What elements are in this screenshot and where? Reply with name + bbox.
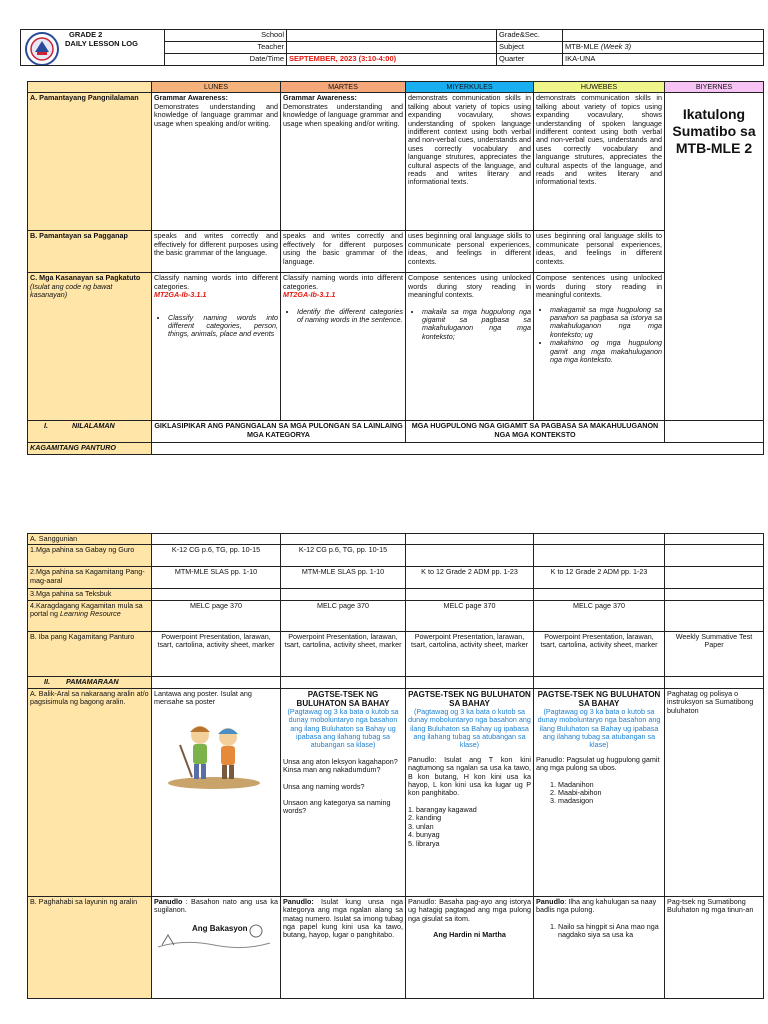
r4-martes: MELC page 370 [281, 600, 406, 631]
rb-miyerkules [406, 896, 534, 998]
row-label-kasanayan [28, 273, 152, 421]
cell-c-huwebes [534, 273, 665, 421]
panudlo-text [408, 756, 531, 798]
checking-title: PAGTSE-TSEK NG BULUHATON SA BAHAY [537, 689, 661, 708]
kasanayan-label: C. Mga Kasanayan sa Pagkatuto [30, 273, 141, 283]
quarter-value: IKA-UNA [563, 54, 764, 66]
panudlo-text [536, 898, 662, 915]
school-value [287, 30, 497, 42]
r1-martes: K-12 CG p.6, TG, pp. 10-15 [281, 545, 406, 567]
gradesec-value [563, 30, 764, 42]
question: Unsa ang naming words? [283, 781, 365, 791]
cell-c-martes [281, 273, 406, 421]
panudlo-body: Isulat ang T kon kini nagtumong sa ngalan sa usa ka tawo, B kon butang, H kon kini usa ka hayop, L kon kini usa ka lugar ug P kon panghitabo. [408, 754, 531, 798]
r2-huwebes: K to 12 Grade 2 ADM pp. 1-23 [534, 567, 665, 589]
empty-cell [406, 545, 534, 567]
competency-code: MT2GA-Ib-3.1.1 [154, 290, 207, 300]
row-label-pamantayan-sa-pagganap: B. Pamantayan sa Pagganap [28, 231, 152, 273]
list-item: 2. kanding [408, 813, 442, 823]
row-label-karagdagang-kagamitan [28, 600, 152, 631]
subject-value: MTB-MLE [565, 42, 599, 51]
cell-a-martes [281, 93, 406, 231]
row-label-kagamitang-pang-mag-aaral: 2.Mga pahina sa Kagamitang Pang-mag-aaral [28, 567, 152, 589]
row-label-balik-aral: A. Balik-Aral sa nakaraang aralin at/o pagsisimula ng bagong aralin. [28, 688, 152, 896]
question: Unsaon ang kategorya sa naming words? [283, 798, 391, 816]
checking-title: PAGTSE-TSEK NG BULUHATON SA BAHAY [296, 689, 390, 708]
empty-cell [665, 600, 764, 631]
checking-title: PAGTSE-TSEK NG BULUHATON SA BAHAY [408, 689, 531, 708]
day-header-miyerkules: MIYERKULES [406, 82, 534, 93]
nilalaman-label: NILALAMAN [72, 421, 115, 431]
cell-b-martes: speaks and writes correctly and effectively for different purposes using the basic grammar of the language. [281, 231, 406, 273]
panudlo-label: Panudlo: [283, 896, 314, 906]
quarter-label: Quarter [497, 54, 563, 66]
empty-cell [406, 589, 534, 600]
cell-text: Compose sentences using unlocked words during story reading in meaningful contexts. [536, 273, 662, 300]
rb-martes [281, 896, 406, 998]
list-item: 1. Madanihon [558, 781, 662, 789]
r2-miyerkules: K to 12 Grade 2 ADM pp. 1-23 [406, 567, 534, 589]
empty-cell [665, 567, 764, 589]
panudlo-label: Panudlo [154, 896, 183, 906]
row-label-pamantayang-pangnilalaman: A. Pamantayang Pangnilalaman [28, 93, 152, 231]
cell-text: Compose sentences using unlocked words during story reading in meaningful contexts. [408, 273, 531, 300]
subject-cell [563, 42, 764, 54]
panudlo-body: Isulat kung unsa nga kategorya ang mga ngalan alang sa matag numero. Isulat sa imong tubag nga papel kung kini usa ka tawo, butang, hayop, lugar o panghitabo. [283, 896, 403, 940]
r4-huwebes: MELC page 370 [534, 600, 665, 631]
objective-item: • makahimo og mga hugpulong gamit ang mga makahuluganon nga mga konteksto. [550, 339, 662, 364]
cell-text: Demonstrates understanding and knowledge of language grammar and usage when speaking and/or writing. [283, 101, 403, 128]
empty-cell [152, 589, 281, 600]
pamamaraan-number: II. [44, 676, 50, 686]
panudlo-body: : Ilha ang kahulugan sa naay badlis nga pulong. [536, 896, 657, 915]
grammar-title: Grammar Awareness: [154, 93, 228, 103]
checking-note: (Pagtawag og 3 ka bata o kutob sa dunay moboluntaryo nga basahon ang ilang Buluhaton sa Bahay ug ipabasa ang ilahang tubag sa atubangan sa klase) [408, 706, 531, 750]
teacher-value [287, 42, 497, 54]
empty-cell [665, 676, 764, 688]
datetime-value: SEPTEMBER, 2023 (3:10-4:00) [287, 54, 497, 66]
cell-a-miyerkules: demonstrats communication skills in talking about variety of topics using expanding vocavulary, shows understanding of spoken language indifferent context using both verbal and non-verbal cues, understands and uses correctly vocabulary and languange strutures, appreciates the cultural aspects of the language, and reads and writes literary and informational texts. [406, 93, 534, 231]
karagdagang-label: 4.Karagdagang Kagamitan mula sa portal ng [30, 600, 143, 619]
competency-code: MT2GA-Ib-3.1.1 [283, 290, 336, 300]
datetime-label: Date/Time [165, 54, 287, 66]
kasanayan-note: (Isulat ang code ng bawat kasanayan) [30, 281, 113, 300]
b-martes: Powerpoint Presentation, larawan, tsart, cartolina, activity sheet, marker [281, 631, 406, 676]
subject-label: Subject [497, 42, 563, 54]
lesson-table-1 [27, 81, 764, 455]
story-title: Ang Hardin ni Martha [433, 930, 506, 940]
empty-cell [534, 545, 665, 567]
r1-lunes: K-12 CG p.6, TG, pp. 10-15 [152, 545, 281, 567]
rb-biyernes: Pag-tsek ng Sumatibong Buluhaton ng mga tinun-an [665, 896, 764, 998]
subject-week: (Week 3) [600, 42, 632, 51]
teacher-label: Teacher [165, 42, 287, 54]
panudlo-label: Panudlo: [408, 754, 437, 764]
r4-miyerkules: MELC page 370 [406, 600, 534, 631]
ra-martes [281, 688, 406, 896]
day-header-martes: MARTES [281, 82, 406, 93]
ra-miyerkules [406, 688, 534, 896]
day-header-lunes: LUNES [152, 82, 281, 93]
log-title: DAILY LESSON LOG [65, 39, 138, 48]
row-label-paghahabi: B. Paghahabi sa layunin ng aralin [28, 896, 152, 998]
panudlo-text: Panudlo: Basaha pag-ayo ang istorya ug hatagig pagtagad ang mga pulong nga gisulat sa itom. [408, 896, 531, 923]
r4-lunes: MELC page 370 [152, 600, 281, 631]
empty-cell [406, 676, 534, 688]
cell-text: Demonstrates understanding and knowledge of language grammar and usage when speaking and/or writing. [154, 101, 278, 128]
r2-lunes: MTM-MLE SLAS pp. 1-10 [152, 567, 281, 589]
row-label-gabay-ng-guro: 1.Mga pahina sa Gabay ng Guro [28, 545, 152, 567]
nilalaman-number: I. [44, 421, 48, 431]
cell-biyernes-summative [665, 93, 764, 421]
b-huwebes: Powerpoint Presentation, larawan, tsart, cartolina, activity sheet, marker [534, 631, 665, 676]
grammar-title: Grammar Awareness: [283, 93, 357, 103]
list-item: 1. barangay kagawad [408, 804, 477, 814]
empty-cell [534, 589, 665, 600]
cell-b-huwebes: uses beginning oral language skills to communicate personal experiences, ideas, and feelings in different contexts. [534, 231, 665, 273]
b-biyernes: Weekly Summative Test Paper [665, 631, 764, 676]
nilalaman-miyerkules-huwebes: MGA HUGPULONG NGA GIGAMIT SA PAGBASA SA MAKAHULUGANON NGA MGA KONTEKSTO [406, 421, 665, 443]
empty-cell [152, 534, 281, 545]
row-label-teksbuk: 3.Mga pahina sa Teksbuk [28, 589, 152, 600]
r2-martes: MTM-MLE SLAS pp. 1-10 [281, 567, 406, 589]
cell-text: Lantawa ang poster. Isulat ang mensahe sa poster [154, 688, 252, 707]
cell-a-lunes [152, 93, 281, 231]
empty-cell [281, 589, 406, 600]
objective-item: • Classify naming words into different categories, person, things, animals, place and events [168, 314, 278, 339]
b-miyerkules: Powerpoint Presentation, larawan, tsart, cartolina, activity sheet, marker [406, 631, 534, 676]
list-item: 1. Nailo sa hingpit si Ana mao nga nagdako siya sa usa ka [558, 923, 662, 940]
cell-b-lunes: speaks and writes correctly and effectively for different purposes using the basic grammar of the language. [152, 231, 281, 273]
cell-b-miyerkules: uses beginning oral language skills to communicate personal experiences, ideas, and feelings in different contexts. [406, 231, 534, 273]
learning-resource-label: Learning Resource [59, 609, 121, 619]
objective-item: • makagamit sa mga hugpulong sa panahon sa pagbasa sa istorya sa makahuluganon nga mga konteksto; ug [550, 306, 662, 340]
ra-lunes [152, 688, 281, 896]
empty-cell [534, 676, 665, 688]
grade-title: GRADE 2 [69, 30, 103, 39]
school-label: School [165, 30, 287, 42]
cell-c-miyerkules [406, 273, 534, 421]
kagamitang-panturo-cells [152, 443, 764, 454]
cell-text: Classify naming words into different categories. [154, 273, 278, 291]
summative-title: Ikatulong Sumatibo sa MTB-MLE 2 [672, 106, 756, 157]
checking-note: (Pagtawag og 3 ka bata o kutob sa dunay moboluntaryo nga basahon ang ilang Buluhaton sa Bahay ug ipabasa ang ilahang tubag sa atubangan sa klase) [537, 706, 661, 750]
panudlo-label: Panudlo [536, 896, 565, 906]
row-label-nilalaman [28, 421, 152, 443]
rb-lunes [152, 896, 281, 998]
list-item: 3. madasigon [558, 797, 662, 805]
list-item: 2. Maabi-abihon [558, 789, 662, 797]
empty-cell [152, 676, 281, 688]
rb-huwebes [534, 896, 665, 998]
lesson-table-2 [27, 533, 764, 999]
empty-cell [665, 545, 764, 567]
panudlo-text [154, 898, 278, 915]
gradesec-label: Grade&Sec. [497, 30, 563, 42]
b-lunes: Powerpoint Presentation, larawan, tsart, cartolina, activity sheet, marker [152, 631, 281, 676]
ra-biyernes: Paghatag og polisya o instruksyon sa Sumatibong buluhaton [665, 688, 764, 896]
row-label-sanggunian: A. Sanggunian [28, 534, 152, 545]
cell-c-lunes [152, 273, 281, 421]
checking-note: (Pagtawag og 3 ka bata o kutob sa dunay moboluntaryo nga basahon ang ilang Buluhaton sa Bahay ug ipabasa ang ilahang tubag sa atubangan sa klase) [287, 706, 399, 750]
nilalaman-lunes-martes: GIKLASIPIKAR ANG PANGNGALAN SA MGA PULONGAN SA LAINLAING MGA KATEGORYA [152, 421, 406, 443]
row-label-iba-pang-kagamitan: B. Iba pang Kagamitang Panturo [28, 631, 152, 676]
nilalaman-biyernes [665, 421, 764, 443]
objective-item: • Identify the different categories of naming words in the sentence. [297, 308, 403, 325]
empty-cell [406, 534, 534, 545]
cell-a-huwebes: demonstrats communication skills in talking about variety of topics using expanding vocavulary, shows understanding of spoken language indifferent context using both verbal and non-verbal cues, understands and uses correctly vocabulary and languange strutures, appreciates the cultural aspects of the language, and reads and writes literary and informational texts. [534, 93, 665, 231]
list-item: 3. unlan [408, 821, 434, 831]
item-list [408, 806, 531, 848]
ra-huwebes [534, 688, 665, 896]
list-item: 4. bunyag [408, 830, 440, 840]
empty-cell [665, 589, 764, 600]
empty-cell [281, 676, 406, 688]
pamamaraan-label: PAMAMARAAN [66, 676, 119, 686]
row-label-kagamitang-panturo: KAGAMITANG PANTURO [28, 443, 152, 454]
poster-illustration [164, 715, 264, 790]
day-header-blank [28, 82, 152, 93]
question: Unsa ang aton leksyon kagahapon? Kinsa man ang nakadumdum? [283, 756, 398, 775]
day-header-biyernes: BIYERNES [665, 82, 764, 93]
story-illustration [154, 919, 278, 951]
list-item: 5. librarya [408, 838, 440, 848]
panudlo-body: : Basahon nato ang usa ka sugilanon. [154, 896, 278, 915]
row-label-pamamaraan [28, 676, 152, 688]
empty-cell [534, 534, 665, 545]
panudlo-text: Panudlo: Pagsulat ug hugpulong gamit ang mga pulong sa ubos. [536, 754, 660, 773]
header-table [20, 29, 764, 66]
day-header-huwebes: HUWEBES [534, 82, 665, 93]
objective-item: • makaila sa mga hugpulong nga gigamit sa pagbasa sa makahuluganon nga mga konteksto; [422, 308, 531, 342]
empty-cell [281, 534, 406, 545]
story-title: Ang Bakasyon [192, 923, 248, 933]
cell-text: Classify naming words into different categories. [283, 273, 403, 291]
empty-cell [665, 534, 764, 545]
